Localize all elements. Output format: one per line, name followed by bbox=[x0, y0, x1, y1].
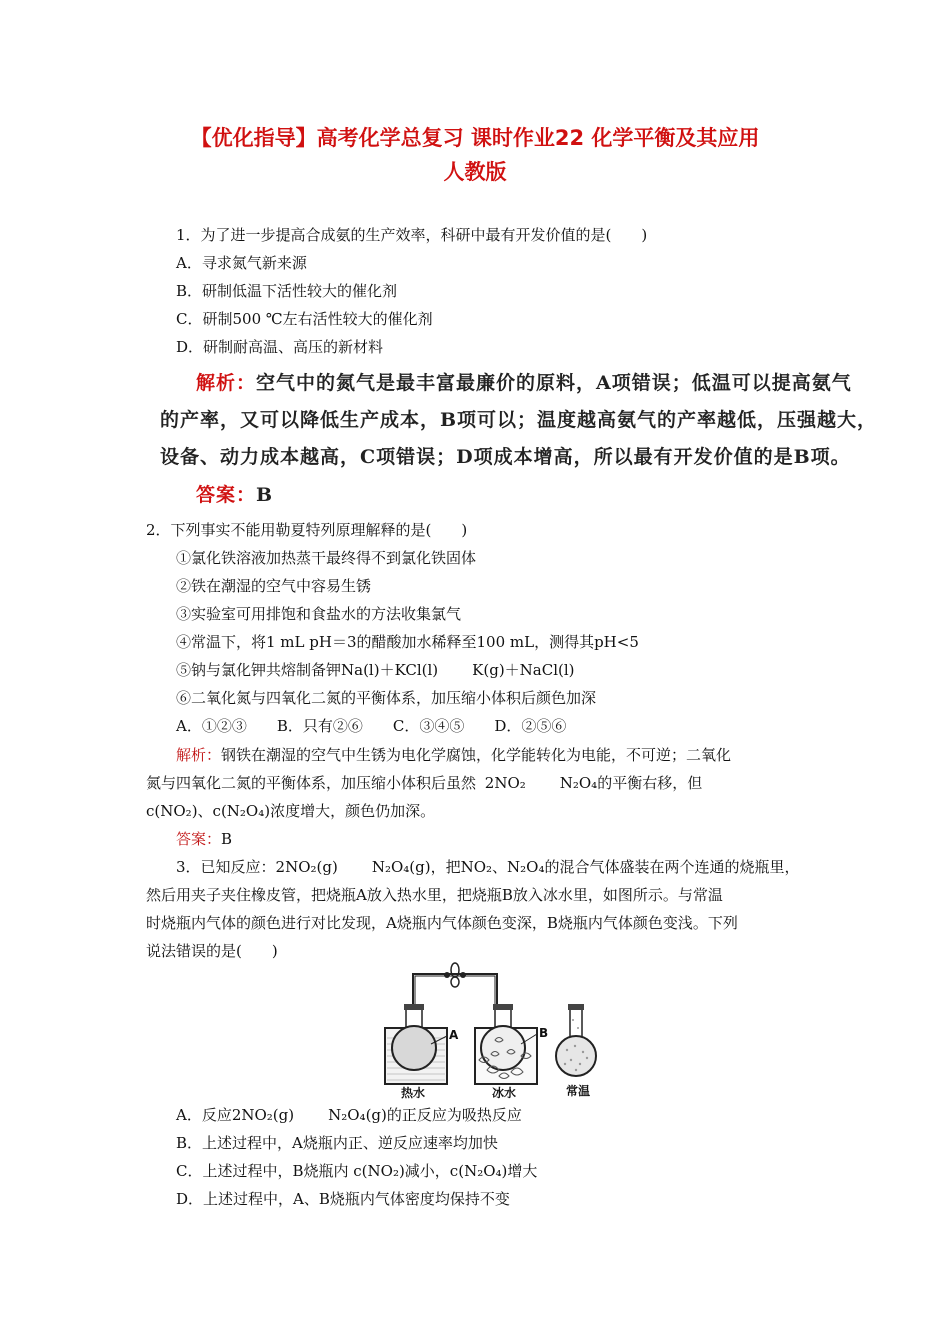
q1-option-a: A．寻求氮气新来源 bbox=[176, 254, 307, 272]
q2-item-5-left: ⑤钠与氯化钾共熔制备钾Na(l)＋KCl(l) bbox=[176, 661, 439, 679]
flask-b bbox=[481, 1026, 525, 1070]
q2-options: A．①②③ B．只有②⑥ C．③④⑤ D．②⑤⑥ bbox=[176, 717, 567, 735]
q3-stem-line1-right: N₂O₄(g)，把NO₂、N₂O₄的混合气体盛装在两个连通的烧瓶里， bbox=[371, 858, 800, 876]
q1-analysis-line2: 的产率，又可以降低生产成本，B项可以；温度越高氨气的产率越低，压强越大， bbox=[160, 409, 878, 431]
q2-analysis-line2-left: 氮与四氧化二氮的平衡体系，加压缩小体积后虽然 2NO₂ bbox=[146, 774, 526, 792]
q2-item-5-right: K(g)＋NaCl(l) bbox=[472, 661, 575, 679]
flask-a bbox=[392, 1026, 436, 1070]
q2-analysis-text1: 钢铁在潮湿的空气中生锈为电化学腐蚀，化学能转化为电能，不可逆；二氧化 bbox=[221, 746, 732, 764]
q2-analysis-line2-right: N₂O₄的平衡右移，但 bbox=[559, 774, 703, 792]
q2-item-4: ④常温下，将1 mL pH＝3的醋酸加水稀释至100 mL，测得其pH<5 bbox=[176, 633, 639, 651]
q1-answer bbox=[196, 480, 273, 507]
q3-option-b: B．上述过程中，A烧瓶内正、逆反应速率均加快 bbox=[176, 1134, 498, 1152]
q3-option-a-left: A．反应2NO₂(g) bbox=[176, 1106, 295, 1124]
q1-option-b: B．研制低温下活性较大的催化剂 bbox=[176, 282, 398, 300]
q1-option-c: C．研制500 ℃左右活性较大的催化剂 bbox=[176, 310, 433, 328]
flask-diagram bbox=[375, 960, 615, 1100]
q2-item-6: ⑥二氧化氮与四氧化二氮的平衡体系，加压缩小体积后颜色加深 bbox=[176, 689, 597, 707]
doc-title-line2: 人教版 bbox=[443, 160, 507, 184]
q1-analysis-label: 解析： bbox=[196, 372, 257, 394]
q3-option-c: C．上述过程中，B烧瓶内 c(NO₂)减小，c(N₂O₄)增大 bbox=[176, 1162, 538, 1180]
q1-analysis-line1 bbox=[196, 368, 852, 395]
q1-option-d: D．研制耐高温、高压的新材料 bbox=[176, 338, 384, 356]
q3-option-d: D．上述过程中，A、B烧瓶内气体密度均保持不变 bbox=[176, 1190, 510, 1208]
q2-item-2: ②铁在潮湿的空气中容易生锈 bbox=[176, 577, 372, 595]
q3-stem-line4: 说法错误的是( ) bbox=[146, 942, 278, 960]
q3-option-a bbox=[176, 1104, 522, 1125]
q1-stem: 1．为了进一步提高合成氨的生产效率，科研中最有开发价值的是( ) bbox=[176, 226, 648, 244]
q3-stem-line1-left: 3．已知反应：2NO₂(g) bbox=[176, 858, 338, 876]
q2-stem: 2．下列事实不能用勒夏特列原理解释的是( ) bbox=[146, 521, 468, 539]
q1-answer-value: B bbox=[256, 484, 274, 506]
q3-option-a-right: N₂O₄(g)的正反应为吸热反应 bbox=[328, 1106, 522, 1124]
q2-analysis-line3: c(NO₂)、c(N₂O₄)浓度增大，颜色仍加深。 bbox=[146, 802, 436, 820]
q2-answer-value: B bbox=[221, 830, 233, 848]
connecting-tube bbox=[413, 974, 497, 1008]
q3-stem-line3: 时烧瓶内气体的颜色进行对比发现，A烧瓶内气体颜色变深，B烧瓶内气体颜色变浅。下列 bbox=[146, 914, 738, 932]
q2-item-1: ①氯化铁溶液加热蒸干最终得不到氯化铁固体 bbox=[176, 549, 477, 567]
label-hot-water: 热水 bbox=[401, 1086, 426, 1100]
q2-analysis-label: 解析： bbox=[176, 746, 222, 764]
label-flask-a: A bbox=[449, 1028, 459, 1042]
q1-analysis-text1: 空气中的氮气是最丰富最廉价的原料，A项错误；低温可以提高氨气 bbox=[256, 372, 852, 394]
q2-analysis-line2 bbox=[146, 772, 702, 793]
q2-item-5 bbox=[176, 659, 575, 680]
q3-stem-line1 bbox=[176, 856, 800, 877]
flask-experiment-figure bbox=[375, 960, 615, 1100]
q2-answer-label: 答案： bbox=[176, 830, 222, 848]
doc-title-line1: 【优化指导】高考化学总复习 课时作业22 化学平衡及其应用 bbox=[190, 126, 760, 150]
q1-analysis-line3: 设备、动力成本越高，C项错误；D项成本增高，所以最有开发价值的是B项。 bbox=[160, 446, 851, 468]
label-room-temp: 常温 bbox=[566, 1084, 591, 1098]
label-flask-b: B bbox=[539, 1026, 549, 1040]
q2-item-3: ③实验室可用排饱和食盐水的方法收集氯气 bbox=[176, 605, 462, 623]
label-ice-water: 冰水 bbox=[492, 1086, 517, 1100]
q1-answer-label: 答案： bbox=[196, 484, 257, 506]
q2-analysis-line1 bbox=[176, 744, 731, 765]
q2-answer bbox=[176, 828, 232, 849]
q3-stem-line2: 然后用夹子夹住橡皮管，把烧瓶A放入热水里，把烧瓶B放入冰水里，如图所示。与常温 bbox=[146, 886, 723, 904]
connecting-tube-inner bbox=[415, 976, 495, 1008]
